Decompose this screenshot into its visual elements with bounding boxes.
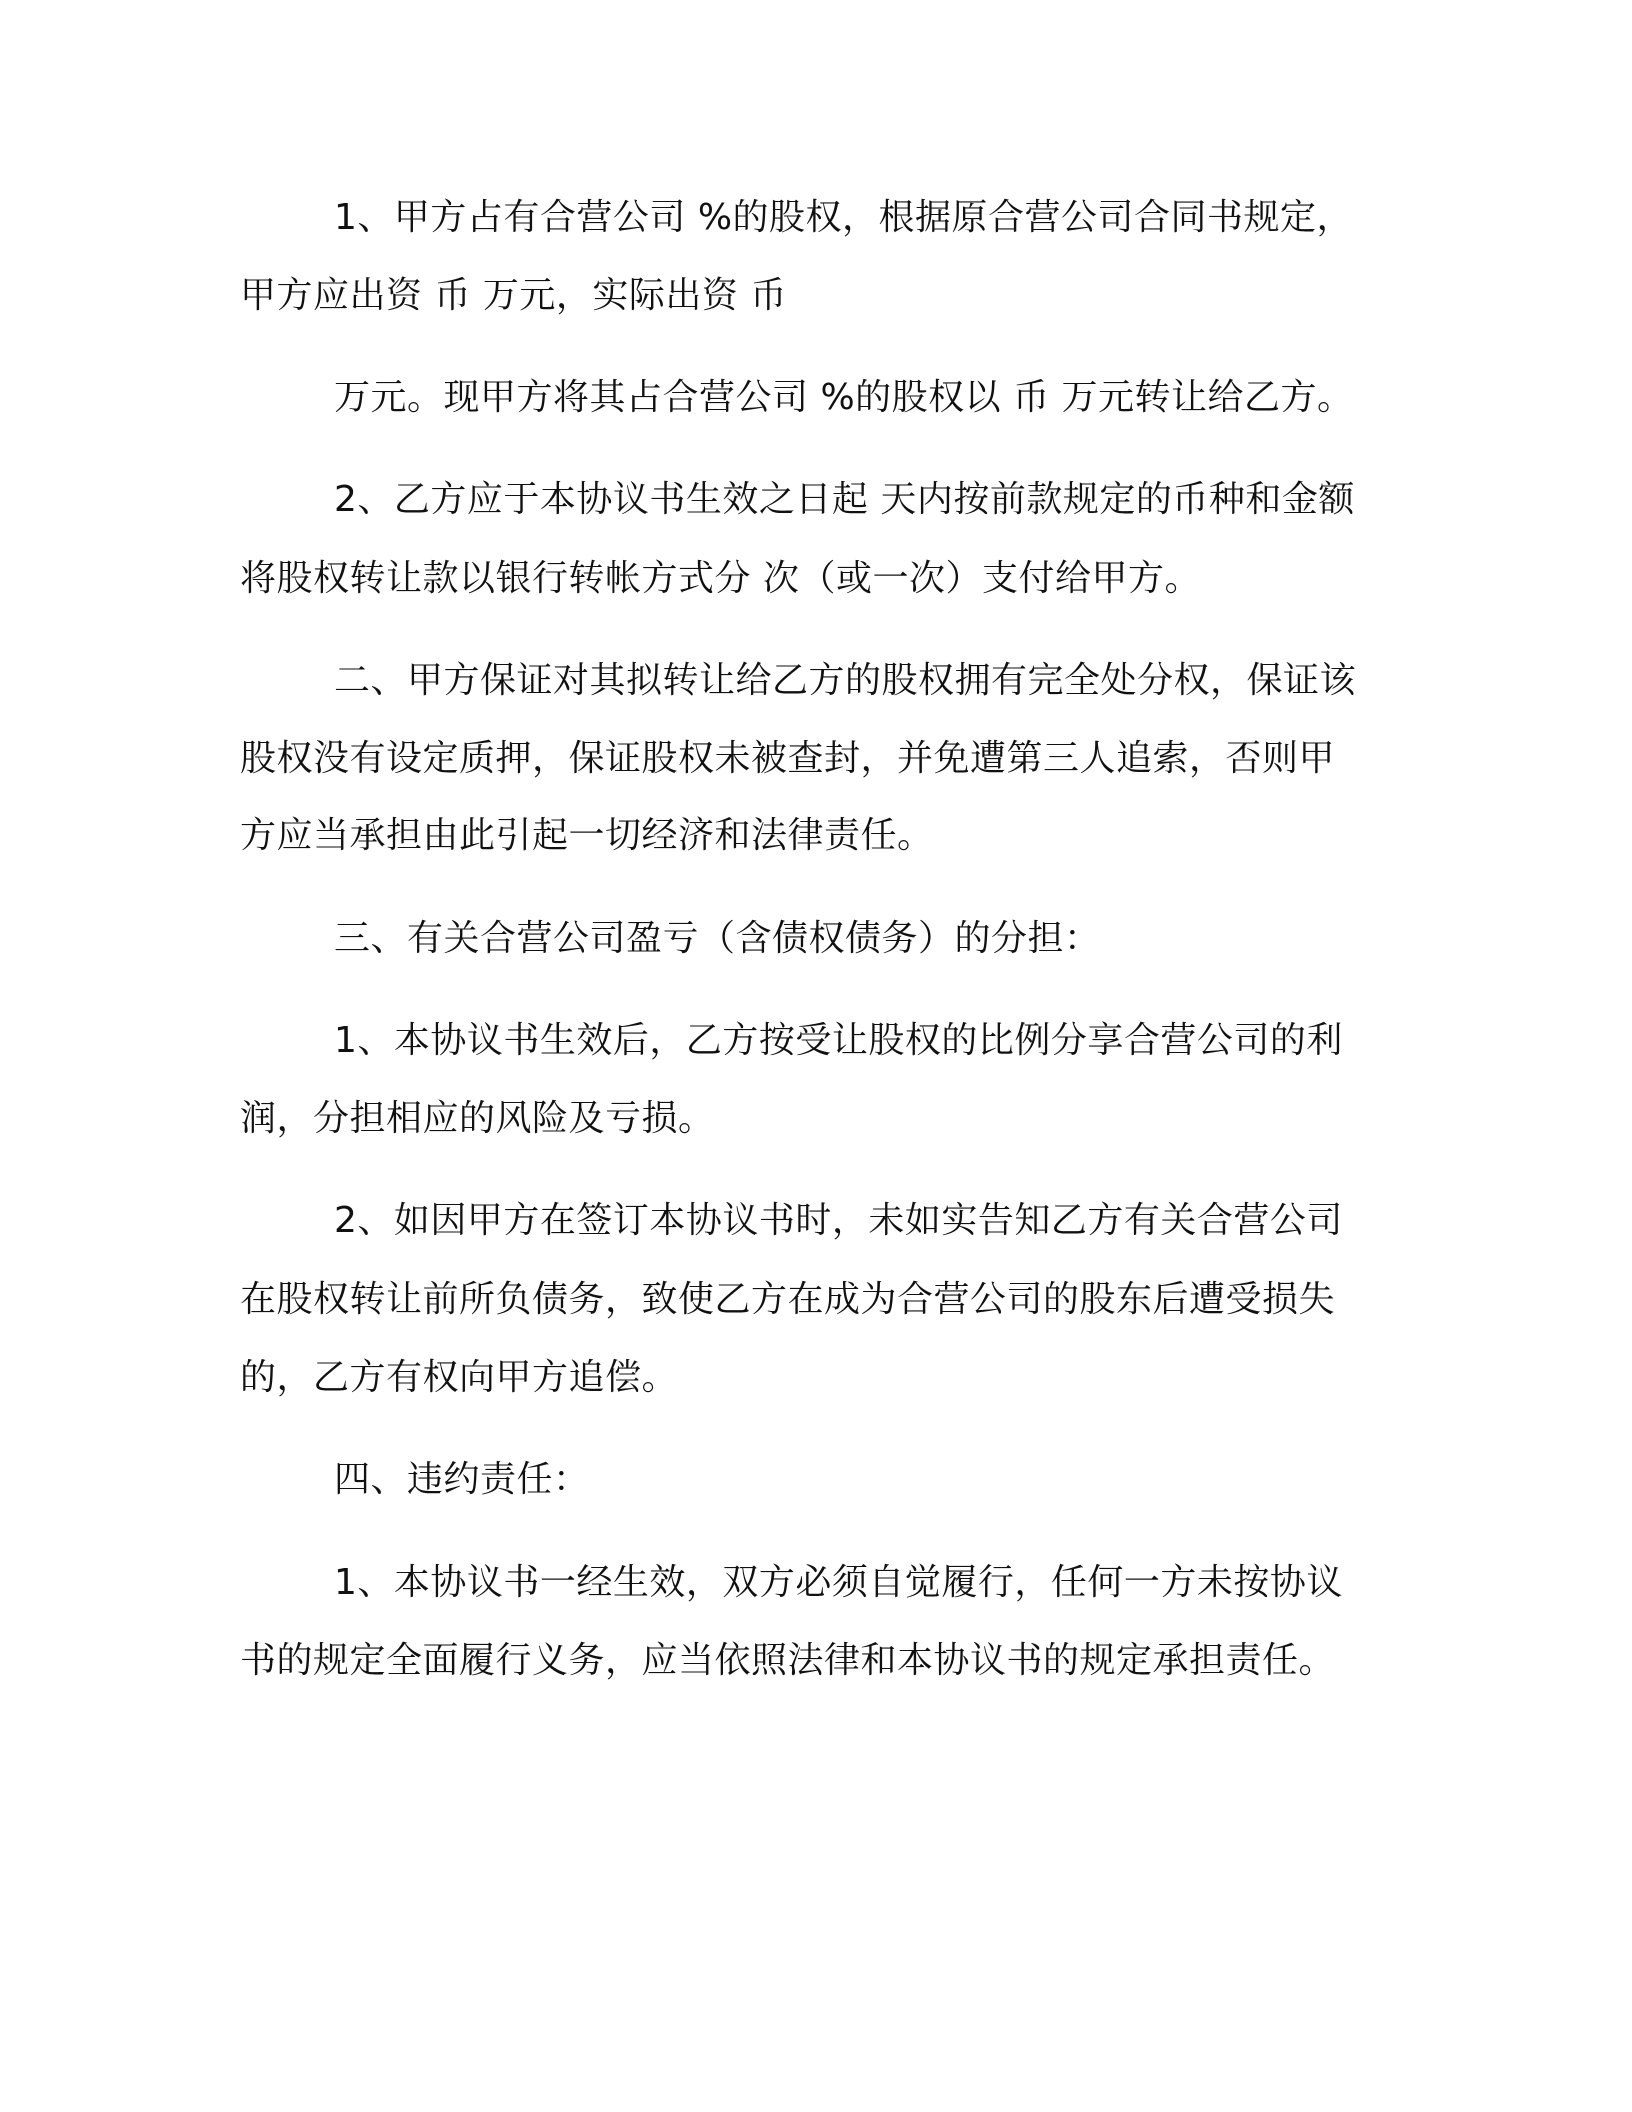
text-line: 的，乙方有权向甲方追偿。 — [240, 1357, 679, 1398]
text-line: 在股权转让前所负债务，致使乙方在成为合营公司的股东后遭受损失 — [240, 1279, 1336, 1320]
text-line: 将股权转让款以银行转帐方式分 次（或一次）支付给甲方。 — [240, 558, 1201, 599]
text-line: 润，分担相应的风险及亏损。 — [240, 1098, 715, 1139]
text-line: 1、本协议书生效后，乙方按受让股权的比例分享合营公司的利 — [334, 1020, 1343, 1061]
text-line: 二、甲方保证对其拟转让给乙方的股权拥有完全处分权，保证该 — [334, 660, 1357, 701]
text-line: 1、本协议书一经生效，双方必须自觉履行，任何一方未按协议 — [334, 1562, 1343, 1603]
text-line: 2、如因甲方在签订本协议书时，未如实告知乙方有关合营公司 — [334, 1200, 1343, 1241]
text-line: 万元。现甲方将其占合营公司 %的股权以 币 万元转让给乙方。 — [334, 377, 1354, 418]
text-line: 四、违约责任： — [334, 1459, 590, 1500]
text-line: 三、有关合营公司盈亏（含债权债务）的分担： — [334, 918, 1101, 959]
text-line: 甲方应出资 币 万元，实际出资 币 — [240, 275, 787, 316]
text-line: 方应当承担由此引起一切经济和法律责任。 — [240, 815, 934, 856]
text-line: 股权没有设定质押，保证股权未被查封，并免遭第三人追索，否则甲 — [240, 738, 1336, 779]
text-line: 2、乙方应于本协议书生效之日起 天内按前款规定的币种和金额 — [334, 479, 1355, 520]
text-line: 书的规定全面履行义务，应当依照法律和本协议书的规定承担责任。 — [240, 1640, 1336, 1681]
text-line: 1、甲方占有合营公司 %的股权，根据原合营公司合同书规定， — [334, 197, 1354, 238]
